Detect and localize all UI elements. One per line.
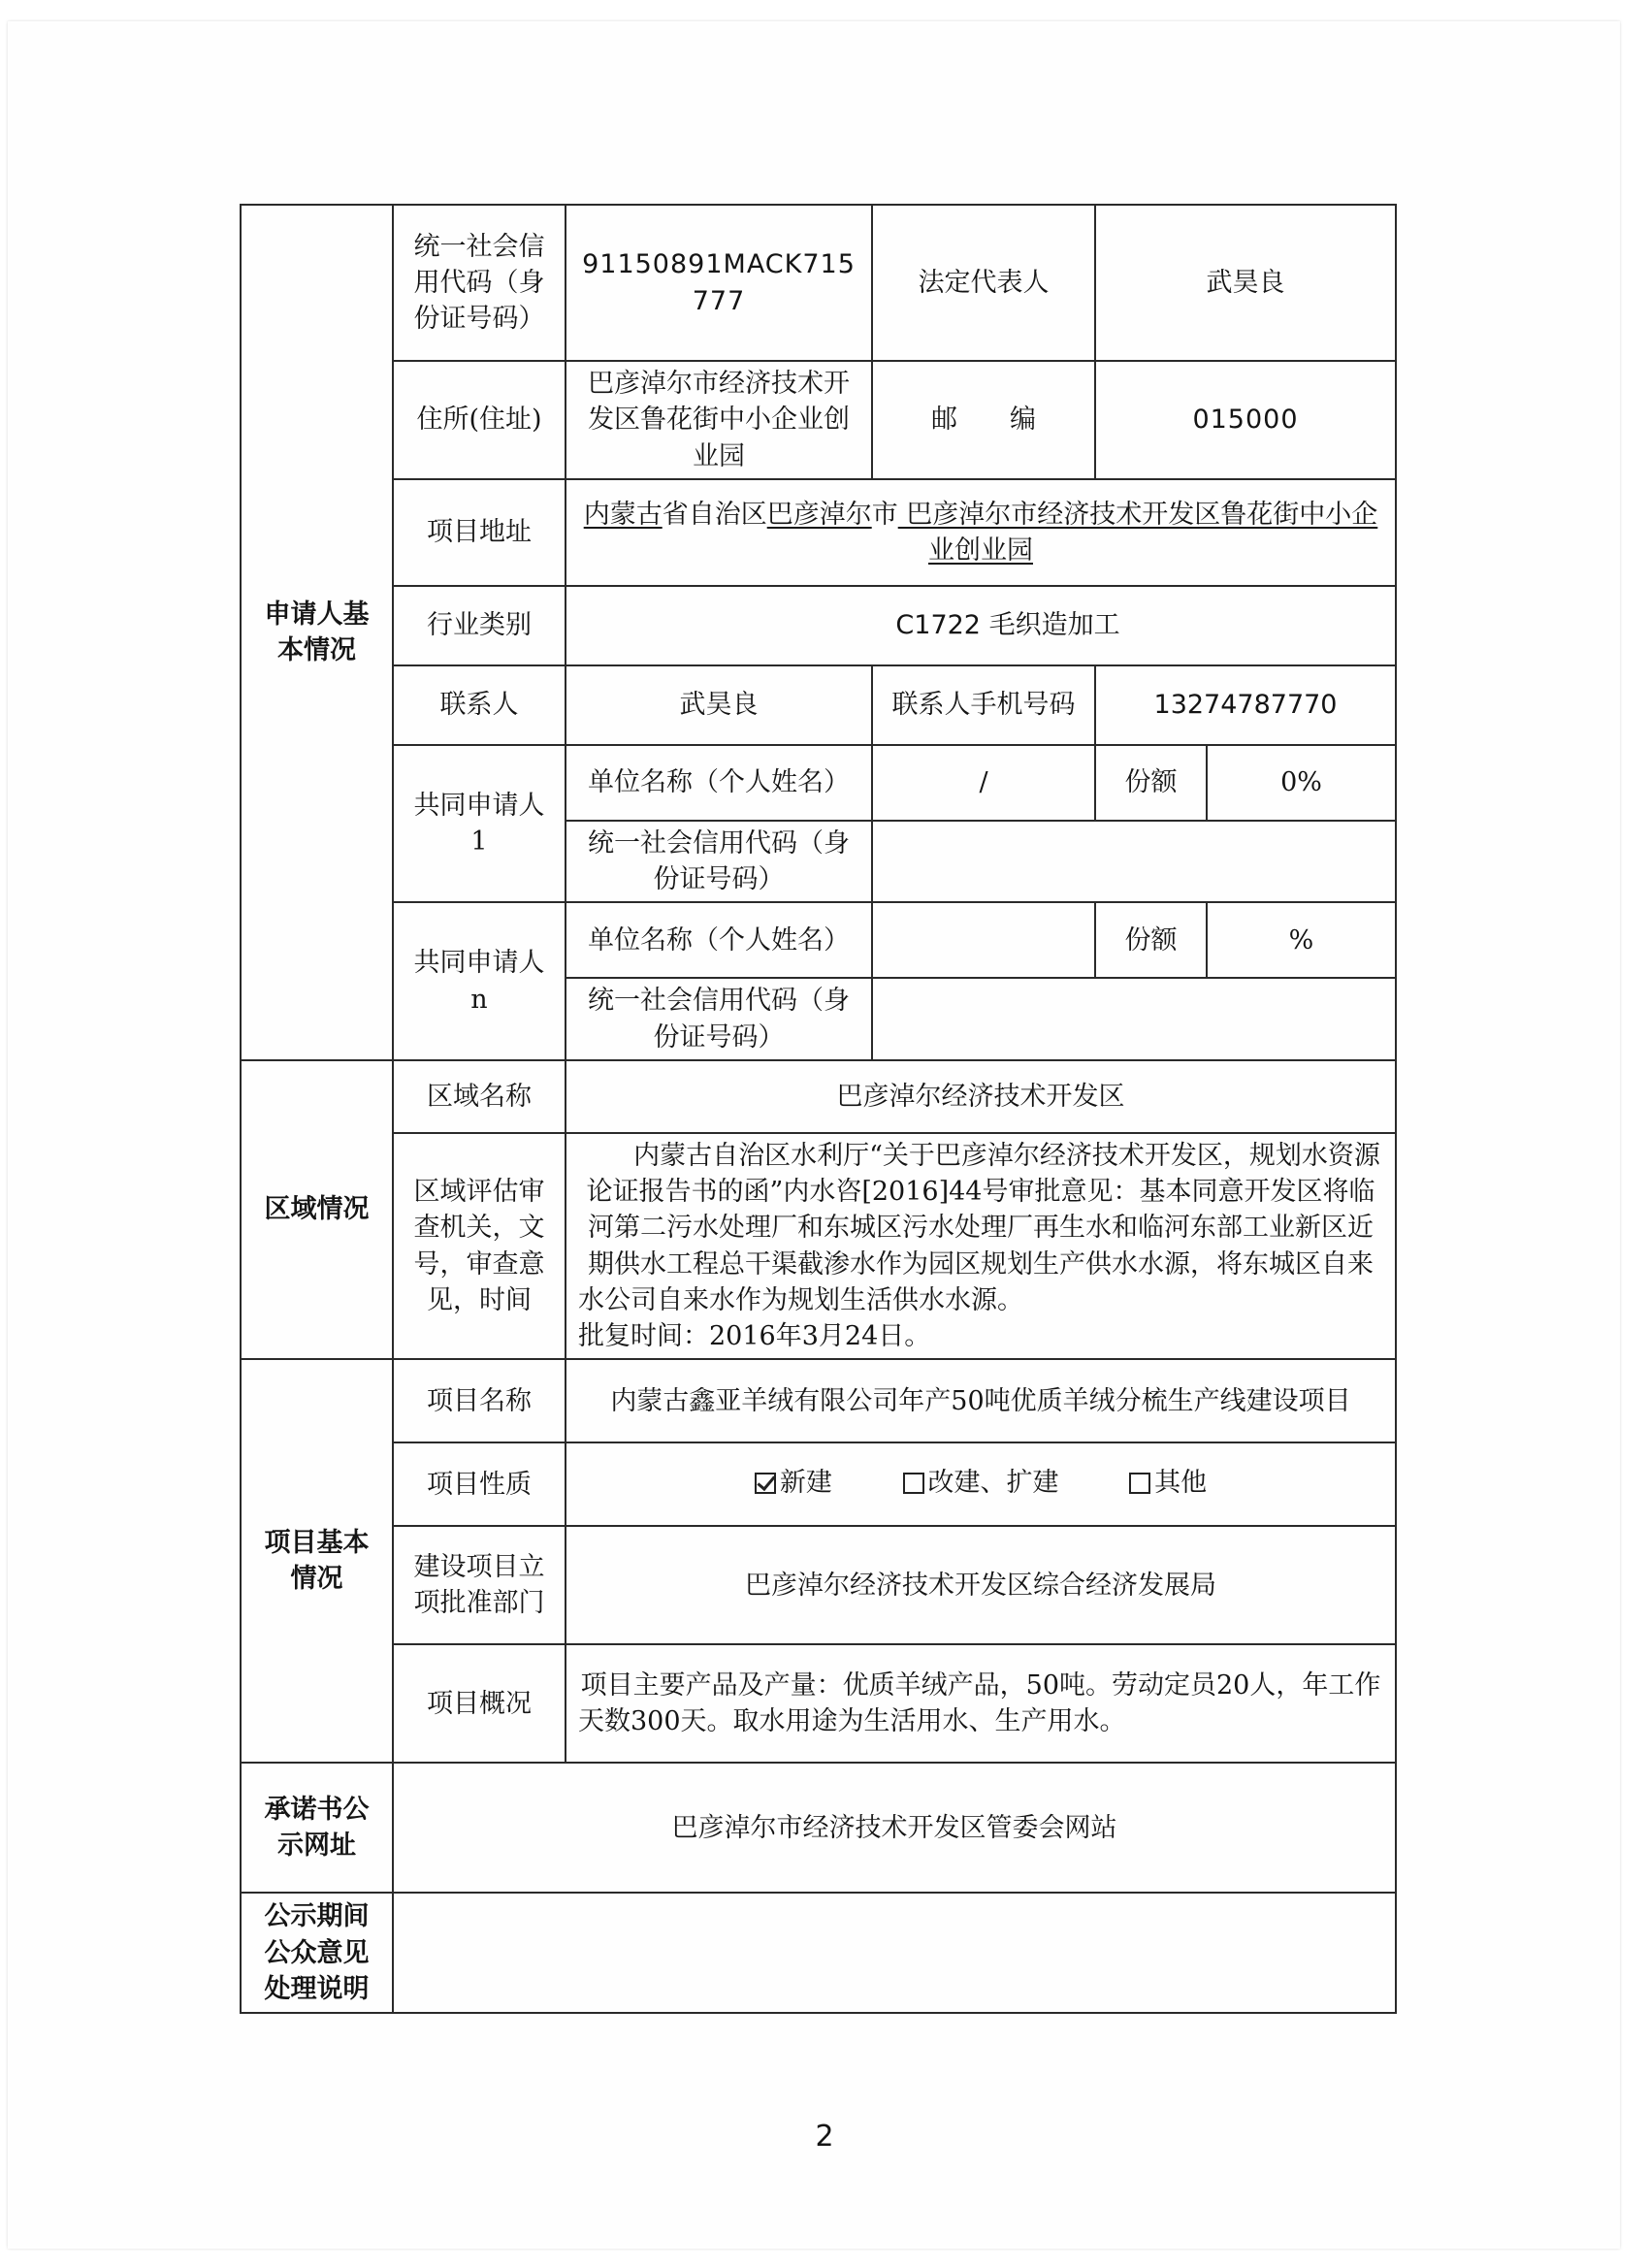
postcode-value: 015000 [1095, 361, 1396, 479]
con-code-label: 统一社会信用代码（身份证号码） [566, 978, 872, 1060]
site-part-region: 省自治区 [662, 499, 767, 530]
site-part-detail: 巴彦淖尔市经济技术开发区鲁花街中小企业创业园 [897, 499, 1378, 566]
project-approval-label: 建设项目立项批准部门 [393, 1526, 566, 1644]
row-contact [241, 665, 1396, 745]
project-nature-options [566, 1442, 1396, 1526]
contact-value: 武昊良 [566, 665, 872, 745]
legal-rep-label: 法定代表人 [872, 205, 1095, 361]
checkbox-other-icon[interactable] [1129, 1473, 1150, 1494]
page-number: 2 [815, 2120, 834, 2154]
industry-value: C1722 毛织造加工 [566, 586, 1396, 665]
project-approval-value: 巴彦淖尔经济技术开发区综合经济发展局 [566, 1526, 1396, 1644]
row-project-name [241, 1359, 1396, 1442]
row-region-name [241, 1060, 1396, 1133]
row-public-opinion [241, 1893, 1396, 2013]
section-project: 项目基本情况 [241, 1359, 393, 1763]
phone-value: 13274787770 [1095, 665, 1396, 745]
contact-label: 联系人 [393, 665, 566, 745]
site-part-province: 内蒙古 [583, 499, 663, 530]
con-share-label: 份额 [1095, 902, 1207, 978]
region-review-text: 内蒙古自治区水利厅“关于巴彦淖尔经济技术开发区，规划水资源论证报告书的函”内水咨[2016]44号审批意见：基本同意开发区将临河第二污水处理厂和东城区污水处理厂再生水和临河东部工业新区近期供水工程总干渠截渗水作为园区规划生产供水水源，将东城区自来水公司自来水作为规划生活供水水源。 [578, 1140, 1380, 1315]
credit-code-value: 91150891MACK715777 [566, 205, 872, 361]
site-part-city: 巴彦淖尔 [766, 499, 872, 530]
legal-rep-value: 武昊良 [1095, 205, 1396, 361]
row-region-review [241, 1133, 1396, 1360]
site-part-city-unit: 市 [871, 499, 898, 530]
promise-url-value: 巴彦淖尔市经济技术开发区管委会网站 [393, 1763, 1396, 1893]
phone-label: 联系人手机号码 [872, 665, 1095, 745]
checkbox-new-icon[interactable] [755, 1473, 776, 1494]
address-value: 巴彦淖尔市经济技术开发区鲁花街中小企业创业园 [566, 361, 872, 479]
region-name-label: 区域名称 [393, 1060, 566, 1133]
region-review-label: 区域评估审查机关，文号，审查意见，时间 [393, 1133, 566, 1360]
project-overview-value: 项目主要产品及产量：优质羊绒产品，50吨。劳动定员20人，年工作天数300天。取水用途为生活用水、生产用水。 [566, 1644, 1396, 1763]
co1-name-value: / [872, 745, 1095, 821]
region-review-value [566, 1133, 1396, 1360]
site-label: 项目地址 [393, 479, 566, 586]
section-promise-url: 承诺书公示网址 [241, 1763, 393, 1893]
option-other[interactable] [1129, 1465, 1207, 1501]
postcode-label: 邮 编 [872, 361, 1095, 479]
co1-code-value [872, 821, 1396, 903]
co1-share-label: 份额 [1095, 745, 1207, 821]
project-name-label: 项目名称 [393, 1359, 566, 1442]
project-nature-label: 项目性质 [393, 1442, 566, 1526]
con-share-value: % [1207, 902, 1396, 978]
co1-name-label: 单位名称（个人姓名） [566, 745, 872, 821]
row-industry [241, 586, 1396, 665]
project-overview-label: 项目概况 [393, 1644, 566, 1763]
row-credit-code [241, 205, 1396, 361]
co1-code-label: 统一社会信用代码（身份证号码） [566, 821, 872, 903]
address-label: 住所(住址) [393, 361, 566, 479]
option-new[interactable] [755, 1465, 832, 1501]
option-rebuild-label: 改建、扩建 [927, 1468, 1059, 1499]
row-project-site [241, 479, 1396, 586]
co1-share-value: 0% [1207, 745, 1396, 821]
con-code-value [872, 978, 1396, 1060]
option-rebuild[interactable] [903, 1465, 1059, 1501]
row-project-approval [241, 1526, 1396, 1644]
section-region: 区域情况 [241, 1060, 393, 1360]
credit-code-label: 统一社会信用代码（身份证号码） [393, 205, 566, 361]
row-promise-url [241, 1763, 1396, 1893]
row-project-nature [241, 1442, 1396, 1526]
row-con-name [241, 902, 1396, 978]
public-opinion-value [393, 1893, 1396, 2013]
row-co1-name [241, 745, 1396, 821]
row-address [241, 361, 1396, 479]
option-new-label: 新建 [779, 1468, 832, 1499]
region-review-date: 批复时间：2016年3月24日。 [578, 1321, 931, 1351]
industry-label: 行业类别 [393, 586, 566, 665]
con-name-value [872, 902, 1095, 978]
application-form-table [240, 204, 1397, 2014]
site-value [566, 479, 1396, 586]
con-name-label: 单位名称（个人姓名） [566, 902, 872, 978]
option-other-label: 其他 [1154, 1468, 1208, 1499]
section-applicant: 申请人基本情况 [241, 205, 393, 1060]
checkbox-rebuild-icon[interactable] [903, 1473, 924, 1494]
con-label: 共同申请人n [393, 902, 566, 1060]
region-name-value: 巴彦淖尔经济技术开发区 [566, 1060, 1396, 1133]
co1-label: 共同申请人1 [393, 745, 566, 903]
row-project-overview [241, 1644, 1396, 1763]
section-public-opinion: 公示期间公众意见处理说明 [241, 1893, 393, 2013]
project-name-value: 内蒙古鑫亚羊绒有限公司年产50吨优质羊绒分梳生产线建设项目 [566, 1359, 1396, 1442]
